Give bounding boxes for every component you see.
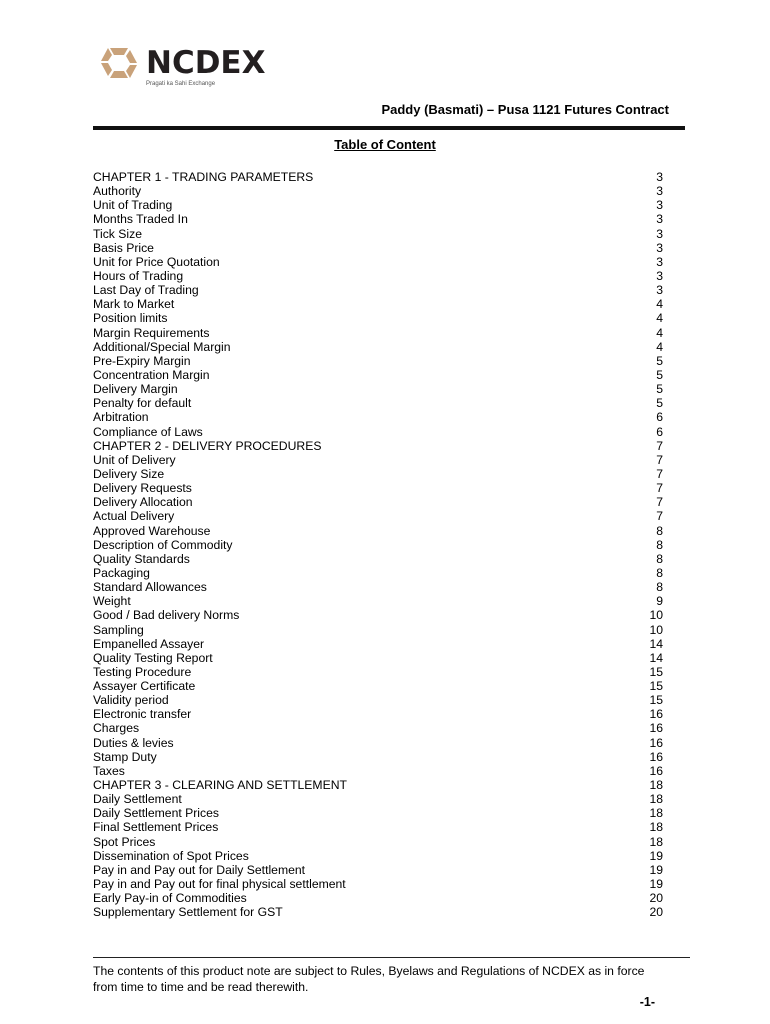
toc-entry-title: Packaging [93,565,150,580]
toc-entry-title: Concentration Margin [93,367,210,382]
toc-entry[interactable] [93,410,663,424]
toc-entry-page: 3 [656,170,663,184]
toc-entry-title: Unit for Price Quotation [93,254,220,269]
toc-entry-title: Approved Warehouse [93,523,211,538]
toc-entry[interactable] [93,425,663,439]
toc-entry-title: CHAPTER 3 - CLEARING AND SETTLEMENT [93,778,347,793]
toc-entry-title: Authority [93,184,142,199]
toc-entry-title: Sampling [93,622,144,637]
toc-entry[interactable] [93,241,663,255]
toc-entry[interactable] [93,594,663,608]
toc-entry[interactable] [93,481,663,495]
toc-entry[interactable] [93,269,663,283]
toc-entry-title: Delivery Size [93,466,165,481]
toc-entry-title: Arbitration [93,410,149,425]
toc-entry-page: 8 [656,537,663,552]
toc-entry-page: 8 [656,565,663,580]
toc-entry-page: 3 [656,254,663,269]
toc-entry[interactable] [93,326,663,340]
toc-entry[interactable] [93,297,663,311]
toc-entry-page: 3 [656,283,663,298]
ncdex-logo [100,44,270,92]
toc-entry[interactable] [93,820,663,834]
toc-entry[interactable] [93,764,663,778]
toc-entry-page: 8 [656,551,663,566]
toc-entry-page: 18 [649,806,663,821]
toc-entry[interactable] [93,283,663,297]
toc-entry[interactable] [93,905,663,919]
toc-entry[interactable] [93,170,663,184]
toc-entry-page: 19 [649,848,663,863]
toc-entry[interactable] [93,736,663,750]
toc-entry-title: Good / Bad delivery Norms [93,608,240,623]
toc-entry[interactable] [93,778,663,792]
toc-entry-title: Unit of Trading [93,198,173,213]
toc-entry-title: Tick Size [93,226,142,241]
toc-entry-title: Supplementary Settlement for GST [93,905,283,920]
toc-entry-title: Empanelled Assayer [93,636,205,651]
toc-entry-page: 16 [649,707,663,722]
toc-entry[interactable] [93,227,663,241]
toc-entry-page: 16 [649,763,663,778]
toc-entry-page: 7 [656,438,663,453]
toc-entry[interactable] [93,877,663,891]
toc-entry-title: Charges [93,721,140,736]
toc-entry[interactable] [93,354,663,368]
toc-entry-page: 20 [649,891,663,906]
toc-entry-title: Quality Standards [93,551,190,566]
toc-entry[interactable] [93,524,663,538]
toc-entry-title: Actual Delivery [93,509,175,524]
page-number: -1- [639,995,655,1009]
toc-entry-page: 3 [656,268,663,283]
toc-entry[interactable] [93,184,663,198]
toc-entry[interactable] [93,580,663,594]
toc-entry-title: Mark to Market [93,297,175,312]
toc-entry[interactable] [93,396,663,410]
toc-entry[interactable] [93,212,663,226]
toc-entry-page: 3 [656,198,663,213]
toc-entry-page: 7 [656,466,663,481]
toc-entry[interactable] [93,608,663,622]
toc-entry-page: 6 [656,410,663,425]
toc-entry[interactable] [93,340,663,354]
toc-entry-page: 5 [656,367,663,382]
toc-entry[interactable] [93,453,663,467]
toc-entry[interactable] [93,311,663,325]
toc-entry[interactable] [93,467,663,481]
toc-entry-title: Stamp Duty [93,749,157,764]
footer-divider [93,957,690,958]
toc-entry[interactable] [93,693,663,707]
toc-entry-title: Final Settlement Prices [93,820,219,835]
toc-entry-page: 6 [656,424,663,439]
ncdex-hexagon-logo-icon [100,46,138,80]
toc-entry-title: Delivery Margin [93,382,178,397]
toc-entry-page: 18 [649,792,663,807]
toc-entry-page: 16 [649,721,663,736]
toc-entry-page: 4 [656,339,663,354]
toc-entry[interactable] [93,707,663,721]
toc-entry-page: 18 [649,820,663,835]
toc-entry[interactable] [93,863,663,877]
toc-entry-title: Duties & levies [93,735,174,750]
toc-entry-title: Compliance of Laws [93,424,203,439]
toc-entry-title: Quality Testing Report [93,650,213,665]
toc-entry-page: 18 [649,834,663,849]
toc-entry-page: 19 [649,862,663,877]
toc-entry-title: Weight [93,594,131,609]
toc-entry[interactable] [93,806,663,820]
toc-entry-title: Additional/Special Margin [93,339,231,354]
toc-entry-page: 7 [656,452,663,467]
toc-entry-page: 4 [656,325,663,340]
toc-entry-page: 10 [649,622,663,637]
toc-entry-title: Description of Commodity [93,537,233,552]
toc-entry-page: 19 [649,877,663,892]
toc-entry-page: 9 [656,594,663,609]
toc-entry-title: Validity period [93,693,169,708]
toc-entry-title: Standard Allowances [93,580,207,595]
toc-entry-page: 15 [649,664,663,679]
document-title: Paddy (Basmati) – Pusa 1121 Futures Contract [381,102,669,117]
toc-entry-page: 5 [656,353,663,368]
toc-entry[interactable] [93,382,663,396]
toc-entry-page: 10 [649,608,663,623]
toc-entry-title: Pay in and Pay out for Daily Settlement [93,862,306,877]
toc-entry-title: Assayer Certificate [93,679,196,694]
toc-entry-title: Unit of Delivery [93,452,176,467]
toc-entry[interactable] [93,552,663,566]
table-of-contents [93,170,663,919]
toc-entry[interactable] [93,679,663,693]
logo-wordmark: NCDEX [146,45,266,81]
toc-entry[interactable] [93,891,663,905]
toc-entry-title: Daily Settlement [93,792,182,807]
toc-entry-page: 20 [649,905,663,920]
logo-tagline: Pragati ka Sahi Exchange [146,81,216,87]
toc-entry-title: CHAPTER 2 - DELIVERY PROCEDURES [93,438,322,453]
toc-entry-title: Electronic transfer [93,707,192,722]
toc-entry[interactable] [93,721,663,735]
toc-entry-title: Penalty for default [93,396,192,411]
toc-entry-page: 3 [656,184,663,199]
toc-entry[interactable] [93,538,663,552]
toc-entry-title: CHAPTER 1 - TRADING PARAMETERS [93,170,314,184]
toc-entry-page: 14 [649,650,663,665]
toc-entry[interactable] [93,750,663,764]
toc-entry[interactable] [93,835,663,849]
toc-entry-title: Testing Procedure [93,664,192,679]
toc-entry-title: Daily Settlement Prices [93,806,219,821]
toc-entry-title: Margin Requirements [93,325,210,340]
toc-entry-title: Position limits [93,311,168,326]
toc-heading: Table of Content [334,137,436,152]
toc-entry[interactable] [93,495,663,509]
toc-entry-page: 4 [656,311,663,326]
toc-entry[interactable] [93,198,663,212]
toc-entry-title: Early Pay-in of Commodities [93,891,247,906]
toc-entry-page: 8 [656,523,663,538]
toc-entry-page: 16 [649,749,663,764]
toc-entry-page: 16 [649,735,663,750]
toc-entry-page: 4 [656,297,663,312]
toc-entry[interactable] [93,665,663,679]
toc-entry[interactable] [93,849,663,863]
toc-entry-title: Last Day of Trading [93,283,199,298]
toc-entry-page: 7 [656,481,663,496]
toc-entry-page: 7 [656,509,663,524]
toc-entry[interactable] [93,566,663,580]
toc-entry-page: 3 [656,240,663,255]
toc-entry-page: 8 [656,580,663,595]
toc-entry-page: 5 [656,396,663,411]
toc-entry-page: 5 [656,382,663,397]
toc-entry-title: Basis Price [93,240,154,255]
toc-entry-title: Delivery Requests [93,481,192,496]
toc-entry-page: 14 [649,636,663,651]
toc-entry-page: 3 [656,212,663,227]
toc-entry-page: 7 [656,495,663,510]
toc-entry-title: Delivery Allocation [93,495,193,510]
toc-entry[interactable] [93,509,663,523]
toc-entry-title: Dissemination of Spot Prices [93,848,249,863]
toc-entry-title: Taxes [93,763,125,778]
toc-entry-page: 3 [656,226,663,241]
toc-entry-title: Hours of Trading [93,268,184,283]
toc-entry[interactable] [93,792,663,806]
header-divider [93,126,685,130]
toc-entry-title: Pay in and Pay out for final physical settlement [93,877,346,892]
toc-entry[interactable] [93,439,663,453]
toc-entry[interactable] [93,368,663,382]
toc-entry[interactable] [93,623,663,637]
toc-entry[interactable] [93,637,663,651]
toc-entry-page: 15 [649,679,663,694]
toc-entry-title: Pre-Expiry Margin [93,353,191,368]
toc-entry[interactable] [93,255,663,269]
toc-entry-page: 15 [649,693,663,708]
toc-entry-title: Months Traded In [93,212,188,227]
footer-note: The contents of this product note are subject to Rules, Byelaws and Regulations of NCDEX as in force from time to time and be read therewith. [93,964,645,994]
toc-entry-title: Spot Prices [93,834,156,849]
toc-entry-page: 18 [649,778,663,793]
toc-entry[interactable] [93,651,663,665]
